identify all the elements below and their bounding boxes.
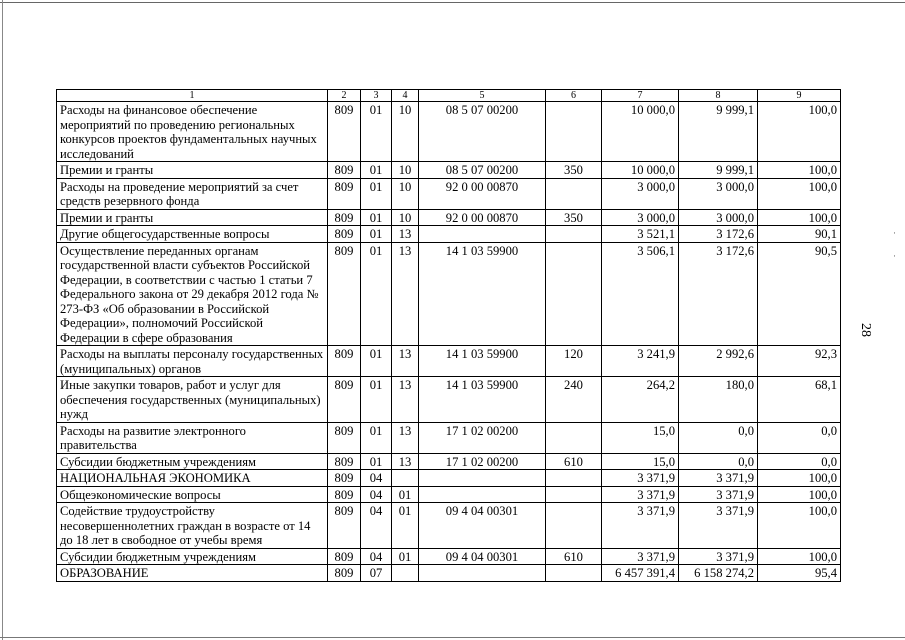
ministry-code-cell: 809	[328, 178, 361, 209]
ministry-code-cell: 809	[328, 377, 361, 423]
header-cell-4: 4	[392, 90, 419, 102]
expense-name-cell: Другие общегосударственные вопросы	[57, 226, 328, 243]
ministry-code-cell: 809	[328, 470, 361, 487]
ministry-code-cell: 809	[328, 565, 361, 582]
planned-amount-cell: 3 371,9	[602, 503, 679, 549]
actual-amount-cell: 3 000,0	[679, 178, 758, 209]
actual-amount-cell: 3 172,6	[679, 242, 758, 346]
actual-amount-cell: 2 992,6	[679, 346, 758, 377]
target-article-cell: 17 1 02 00200	[419, 422, 546, 453]
expense-name-cell: Общеэкономические вопросы	[57, 486, 328, 503]
target-article-cell	[419, 226, 546, 243]
header-cell-7: 7	[602, 90, 679, 102]
execution-percent-cell: 100,0	[758, 209, 841, 226]
section-code-cell: 04	[361, 503, 392, 549]
subsection-code-cell: 13	[392, 346, 419, 377]
ministry-code-cell: 809	[328, 548, 361, 565]
ministry-code-cell: 809	[328, 209, 361, 226]
scan-speck: ·	[893, 228, 896, 238]
expense-type-cell	[546, 226, 602, 243]
subsection-code-cell: 10	[392, 162, 419, 179]
planned-amount-cell: 3 521,1	[602, 226, 679, 243]
expense-type-cell: 350	[546, 162, 602, 179]
actual-amount-cell: 3 000,0	[679, 209, 758, 226]
target-article-cell	[419, 565, 546, 582]
subsection-code-cell: 13	[392, 242, 419, 346]
table-row	[57, 548, 841, 565]
planned-amount-cell: 6 457 391,4	[602, 565, 679, 582]
execution-percent-cell: 100,0	[758, 470, 841, 487]
execution-percent-cell: 100,0	[758, 178, 841, 209]
expense-type-cell: 240	[546, 377, 602, 423]
table-row	[57, 565, 841, 582]
expense-type-cell	[546, 486, 602, 503]
table-row	[57, 503, 841, 549]
ministry-code-cell: 809	[328, 346, 361, 377]
page-number: 28	[858, 323, 873, 337]
actual-amount-cell: 3 371,9	[679, 486, 758, 503]
section-code-cell: 01	[361, 102, 392, 162]
expense-type-cell	[546, 102, 602, 162]
ministry-code-cell: 809	[328, 503, 361, 549]
target-article-cell	[419, 470, 546, 487]
planned-amount-cell: 15,0	[602, 453, 679, 470]
section-code-cell: 01	[361, 422, 392, 453]
expense-type-cell	[546, 178, 602, 209]
expense-name-cell: Расходы на проведение мероприятий за счет средств резервного фонда	[57, 178, 328, 209]
expense-type-cell: 120	[546, 346, 602, 377]
subsection-code-cell: 10	[392, 102, 419, 162]
section-code-cell: 01	[361, 226, 392, 243]
execution-percent-cell: 90,1	[758, 226, 841, 243]
expense-name-cell: Премии и гранты	[57, 209, 328, 226]
expense-type-cell	[546, 470, 602, 487]
planned-amount-cell: 3 000,0	[602, 178, 679, 209]
expense-name-cell: Расходы на выплаты персоналу государственных (муниципальных) органов	[57, 346, 328, 377]
subsection-code-cell: 13	[392, 422, 419, 453]
ministry-code-cell: 809	[328, 422, 361, 453]
target-article-cell: 08 5 07 00200	[419, 162, 546, 179]
table-row	[57, 486, 841, 503]
header-cell-2: 2	[328, 90, 361, 102]
subsection-code-cell: 10	[392, 209, 419, 226]
subsection-code-cell: 01	[392, 486, 419, 503]
execution-percent-cell: 95,4	[758, 565, 841, 582]
scan-edge-left	[2, 0, 3, 640]
section-code-cell: 01	[361, 242, 392, 346]
header-cell-9: 9	[758, 90, 841, 102]
target-article-cell: 92 0 00 00870	[419, 178, 546, 209]
table-row	[57, 209, 841, 226]
ministry-code-cell: 809	[328, 226, 361, 243]
budget-table	[56, 89, 841, 582]
ministry-code-cell: 809	[328, 453, 361, 470]
table-row	[57, 377, 841, 423]
execution-percent-cell: 92,3	[758, 346, 841, 377]
table-row	[57, 346, 841, 377]
table-row	[57, 453, 841, 470]
table-row	[57, 162, 841, 179]
execution-percent-cell: 68,1	[758, 377, 841, 423]
planned-amount-cell: 15,0	[602, 422, 679, 453]
execution-percent-cell: 0,0	[758, 422, 841, 453]
expense-name-cell: Содействие трудоустройству несовершеннолетних граждан в возрасте от 14 до 18 лет в свободное от учебы время	[57, 503, 328, 549]
expense-type-cell	[546, 565, 602, 582]
target-article-cell: 14 1 03 59900	[419, 242, 546, 346]
expense-type-cell: 610	[546, 548, 602, 565]
target-article-cell: 92 0 00 00870	[419, 209, 546, 226]
planned-amount-cell: 10 000,0	[602, 162, 679, 179]
expense-type-cell	[546, 242, 602, 346]
ministry-code-cell: 809	[328, 162, 361, 179]
section-code-cell: 07	[361, 565, 392, 582]
ministry-code-cell: 809	[328, 102, 361, 162]
subsection-code-cell: 13	[392, 377, 419, 423]
target-article-cell: 14 1 03 59900	[419, 377, 546, 423]
expense-name-cell: Расходы на финансовое обеспечение мероприятий по проведению региональных конкурсов проектов фундаментальных научных исследований	[57, 102, 328, 162]
execution-percent-cell: 100,0	[758, 162, 841, 179]
actual-amount-cell: 0,0	[679, 453, 758, 470]
expense-name-cell: ОБРАЗОВАНИЕ	[57, 565, 328, 582]
subsection-code-cell	[392, 470, 419, 487]
planned-amount-cell: 3 371,9	[602, 548, 679, 565]
target-article-cell: 08 5 07 00200	[419, 102, 546, 162]
table-row	[57, 226, 841, 243]
scan-edge-top	[0, 2, 905, 3]
section-code-cell: 01	[361, 162, 392, 179]
section-code-cell: 01	[361, 178, 392, 209]
table-row	[57, 242, 841, 346]
subsection-code-cell: 13	[392, 453, 419, 470]
subsection-code-cell: 10	[392, 178, 419, 209]
planned-amount-cell: 10 000,0	[602, 102, 679, 162]
actual-amount-cell: 6 158 274,2	[679, 565, 758, 582]
execution-percent-cell: 100,0	[758, 548, 841, 565]
planned-amount-cell: 3 000,0	[602, 209, 679, 226]
subsection-code-cell	[392, 565, 419, 582]
actual-amount-cell: 3 371,9	[679, 548, 758, 565]
expense-type-cell	[546, 422, 602, 453]
actual-amount-cell: 3 371,9	[679, 503, 758, 549]
section-code-cell: 01	[361, 377, 392, 423]
actual-amount-cell: 180,0	[679, 377, 758, 423]
table-row	[57, 470, 841, 487]
expense-name-cell: Расходы на развитие электронного правительства	[57, 422, 328, 453]
planned-amount-cell: 3 371,9	[602, 486, 679, 503]
actual-amount-cell: 9 999,1	[679, 102, 758, 162]
subsection-code-cell: 01	[392, 548, 419, 565]
table-row	[57, 102, 841, 162]
target-article-cell: 14 1 03 59900	[419, 346, 546, 377]
header-cell-3: 3	[361, 90, 392, 102]
header-cell-1: 1	[57, 90, 328, 102]
target-article-cell	[419, 486, 546, 503]
ministry-code-cell: 809	[328, 486, 361, 503]
target-article-cell: 09 4 04 00301	[419, 503, 546, 549]
expense-name-cell: Иные закупки товаров, работ и услуг для обеспечения государственных (муниципальных) нужд	[57, 377, 328, 423]
expense-name-cell: НАЦИОНАЛЬНАЯ ЭКОНОМИКА	[57, 470, 328, 487]
planned-amount-cell: 264,2	[602, 377, 679, 423]
execution-percent-cell: 100,0	[758, 503, 841, 549]
actual-amount-cell: 3 172,6	[679, 226, 758, 243]
expense-type-cell: 610	[546, 453, 602, 470]
section-code-cell: 04	[361, 486, 392, 503]
expense-name-cell: Премии и гранты	[57, 162, 328, 179]
expense-name-cell: Осуществление переданных органам государственной власти субъектов Российской Федерации, в соответствии с частью 1 статьи 7 Федерального закона от 29 декабря 2012 года № 273-ФЗ «Об образовании в Российской Федерации», полномочий Российской Федерации в сфере образования	[57, 242, 328, 346]
table-body	[57, 90, 841, 582]
header-cell-5: 5	[419, 90, 546, 102]
section-code-cell: 01	[361, 209, 392, 226]
execution-percent-cell: 90,5	[758, 242, 841, 346]
header-cell-8: 8	[679, 90, 758, 102]
target-article-cell: 09 4 04 00301	[419, 548, 546, 565]
target-article-cell: 17 1 02 00200	[419, 453, 546, 470]
subsection-code-cell: 01	[392, 503, 419, 549]
execution-percent-cell: 0,0	[758, 453, 841, 470]
actual-amount-cell: 3 371,9	[679, 470, 758, 487]
expense-type-cell	[546, 503, 602, 549]
header-cell-6: 6	[546, 90, 602, 102]
section-code-cell: 01	[361, 453, 392, 470]
scan-edge-bottom	[0, 637, 905, 638]
expense-type-cell: 350	[546, 209, 602, 226]
actual-amount-cell: 9 999,1	[679, 162, 758, 179]
planned-amount-cell: 3 506,1	[602, 242, 679, 346]
expense-name-cell: Субсидии бюджетным учреждениям	[57, 453, 328, 470]
execution-percent-cell: 100,0	[758, 102, 841, 162]
expense-name-cell: Субсидии бюджетным учреждениям	[57, 548, 328, 565]
table-row	[57, 178, 841, 209]
planned-amount-cell: 3 241,9	[602, 346, 679, 377]
actual-amount-cell: 0,0	[679, 422, 758, 453]
execution-percent-cell: 100,0	[758, 486, 841, 503]
table-row	[57, 422, 841, 453]
planned-amount-cell: 3 371,9	[602, 470, 679, 487]
section-code-cell: 04	[361, 548, 392, 565]
scan-speck: ·	[893, 251, 896, 261]
section-code-cell: 04	[361, 470, 392, 487]
ministry-code-cell: 809	[328, 242, 361, 346]
subsection-code-cell: 13	[392, 226, 419, 243]
table-header-row	[57, 90, 841, 102]
section-code-cell: 01	[361, 346, 392, 377]
